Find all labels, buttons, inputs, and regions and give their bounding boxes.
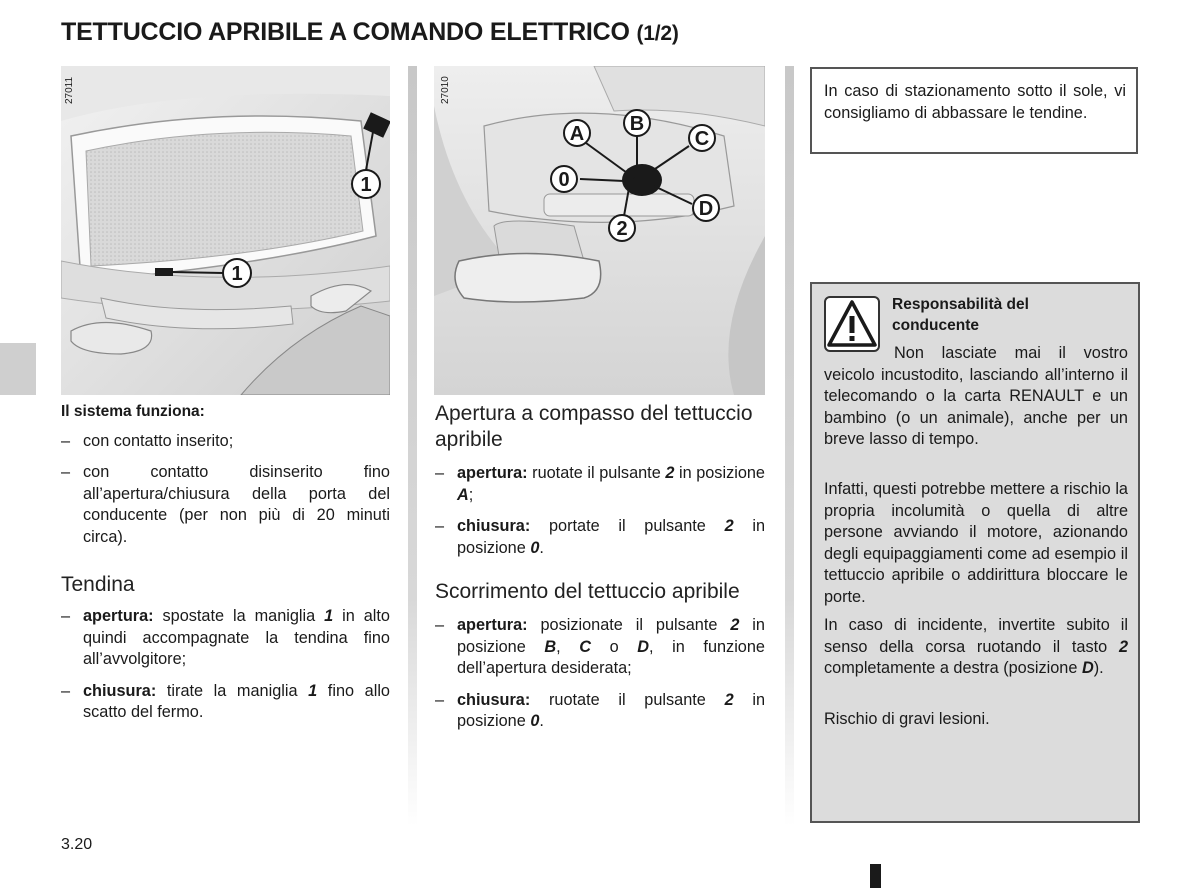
marker-label: 0 (558, 169, 570, 191)
item-key: 1 (324, 607, 334, 625)
figure-code: 27011 (64, 76, 75, 104)
item-key: 0 (530, 712, 540, 730)
item-text: . (539, 538, 544, 557)
item-key: 2 (724, 517, 734, 535)
item-text: fino allo scatto del fermo. (83, 681, 390, 721)
item-text: in posizione (457, 616, 765, 656)
driver-responsibility-warning (810, 282, 1140, 823)
marker-position-c (689, 125, 715, 151)
marker-label: A (569, 123, 585, 145)
marker-position-d (693, 195, 719, 221)
marker-label: D (698, 198, 714, 220)
column-separator (785, 66, 794, 826)
marker-label: C (694, 128, 710, 150)
warning-text: completamente a destra (posizione (824, 659, 1082, 677)
section-heading: Scorrimento del tettuccio apribile (435, 580, 740, 603)
list-item (435, 615, 765, 680)
item-lead: apertura: (83, 607, 154, 625)
compass-opening-list (435, 463, 765, 559)
section-heading: Tendina (61, 573, 135, 596)
list-item: – con contatto inserito; (61, 431, 390, 453)
item-key: 2 (1118, 637, 1128, 656)
roof-switch-drawing (434, 66, 765, 395)
page-number: 3.20 (61, 836, 93, 853)
sunroof-blind-illustration (61, 66, 390, 395)
tendina-list (61, 606, 390, 724)
item-text: . (539, 712, 544, 730)
item-text: , in funzione dell’apertura desiderata; (457, 637, 765, 677)
warning-paragraph: Infatti, questi potrebbe mettere a rischio la propria incolumità o quella di altre persone avviando il motore, azionando degli equipaggiamenti come ad esempio il tettuccio apribile o addirittura bloccare le porte. (824, 480, 1128, 606)
warning-text: In caso di incidente, invertite subito il senso della corsa ruotando il tasto (824, 616, 1128, 656)
column-1-text (61, 401, 390, 734)
item-key: 2 (724, 690, 734, 709)
item-text: in alto quindi accompagnate la tendina fino all’avvolgitore; (83, 607, 390, 668)
list-item (435, 516, 765, 559)
section-heading: Apertura a compasso del tettuccio apribile (435, 402, 753, 451)
list-item (61, 681, 390, 724)
page-edge-marker (870, 864, 881, 888)
item-key: A (457, 485, 469, 504)
title-part: (1/2) (636, 22, 679, 45)
item-lead: apertura: (457, 464, 528, 482)
list-item (61, 606, 390, 671)
item-key: 2 (665, 464, 675, 482)
sun-parking-note (810, 67, 1138, 154)
item-lead: chiusura: (457, 690, 531, 709)
item-text: in posizione (674, 464, 765, 482)
title-main: TETTUCCIO APRIBILE A COMANDO ELETTRICO (61, 18, 637, 46)
page-title (61, 18, 679, 47)
item-text: ; (468, 485, 474, 504)
warning-paragraph: Rischio di gravi lesioni. (824, 710, 990, 728)
warning-text: ). (1093, 659, 1104, 677)
marker-1-handle (352, 170, 380, 198)
item-text: portate il pulsante (530, 517, 725, 535)
item-text: tirate la maniglia (156, 681, 309, 700)
item-text: in posizione (457, 517, 765, 557)
marker-label: 1 (360, 174, 372, 196)
item-text: ruotate il pulsante (527, 464, 666, 482)
item-text: posizionate il pulsante (527, 616, 731, 634)
marker-label: 2 (616, 218, 628, 240)
marker-position-b (624, 110, 650, 136)
warning-paragraph: Non lasciate mai il vostro veicolo incustodito, lasciando all’interno il telecomando o la carta RENAULT e un bambino (o un animale), anche per un breve lasso di tempo. (824, 344, 1128, 448)
list-item (435, 463, 765, 506)
item-lead: chiusura: (83, 681, 157, 700)
figure-code: 27010 (440, 76, 451, 104)
system-intro: Il sistema funziona: (61, 403, 205, 420)
item-text: o (591, 637, 638, 656)
sliding-list (435, 615, 765, 733)
item-key: D (637, 637, 650, 656)
warning-paragraph (824, 615, 1128, 680)
item-key: 1 (308, 681, 318, 700)
marker-button-2 (609, 215, 635, 241)
item-text: , (556, 637, 580, 656)
sunroof-interior-drawing (61, 66, 390, 395)
item-text: spostate la maniglia (153, 607, 325, 625)
marker-1-handle-lower (223, 259, 251, 287)
column-separator (408, 66, 417, 826)
item-key: B (544, 637, 557, 656)
item-key: C (579, 637, 592, 656)
chapter-tab (0, 343, 36, 395)
warning-title: Responsabilità del conducente (892, 296, 1029, 334)
list-item (435, 690, 765, 733)
item-key: D (1081, 659, 1094, 677)
marker-label: B (629, 113, 645, 135)
item-key: 0 (530, 538, 540, 557)
marker-position-0 (551, 166, 577, 192)
item-text: ruotate il pulsante (530, 690, 725, 709)
note-text: In caso di stazionamento sotto il sole, vi consigliamo di abbassare le tendine. (824, 82, 1126, 122)
item-key: 2 (730, 616, 740, 634)
item-lead: chiusura: (457, 517, 531, 535)
roof-control-illustration (434, 66, 765, 395)
marker-position-a (564, 120, 590, 146)
item-text: in posizione (457, 690, 765, 730)
column-2-text (435, 401, 765, 743)
condition-list (61, 431, 390, 549)
item-lead: apertura: (457, 616, 528, 634)
list-item: – con contatto disinserito fino all’apertura/chiusura della porta del conducente (per non più di 20 minuti circa). (61, 462, 390, 548)
marker-label: 1 (231, 263, 243, 285)
